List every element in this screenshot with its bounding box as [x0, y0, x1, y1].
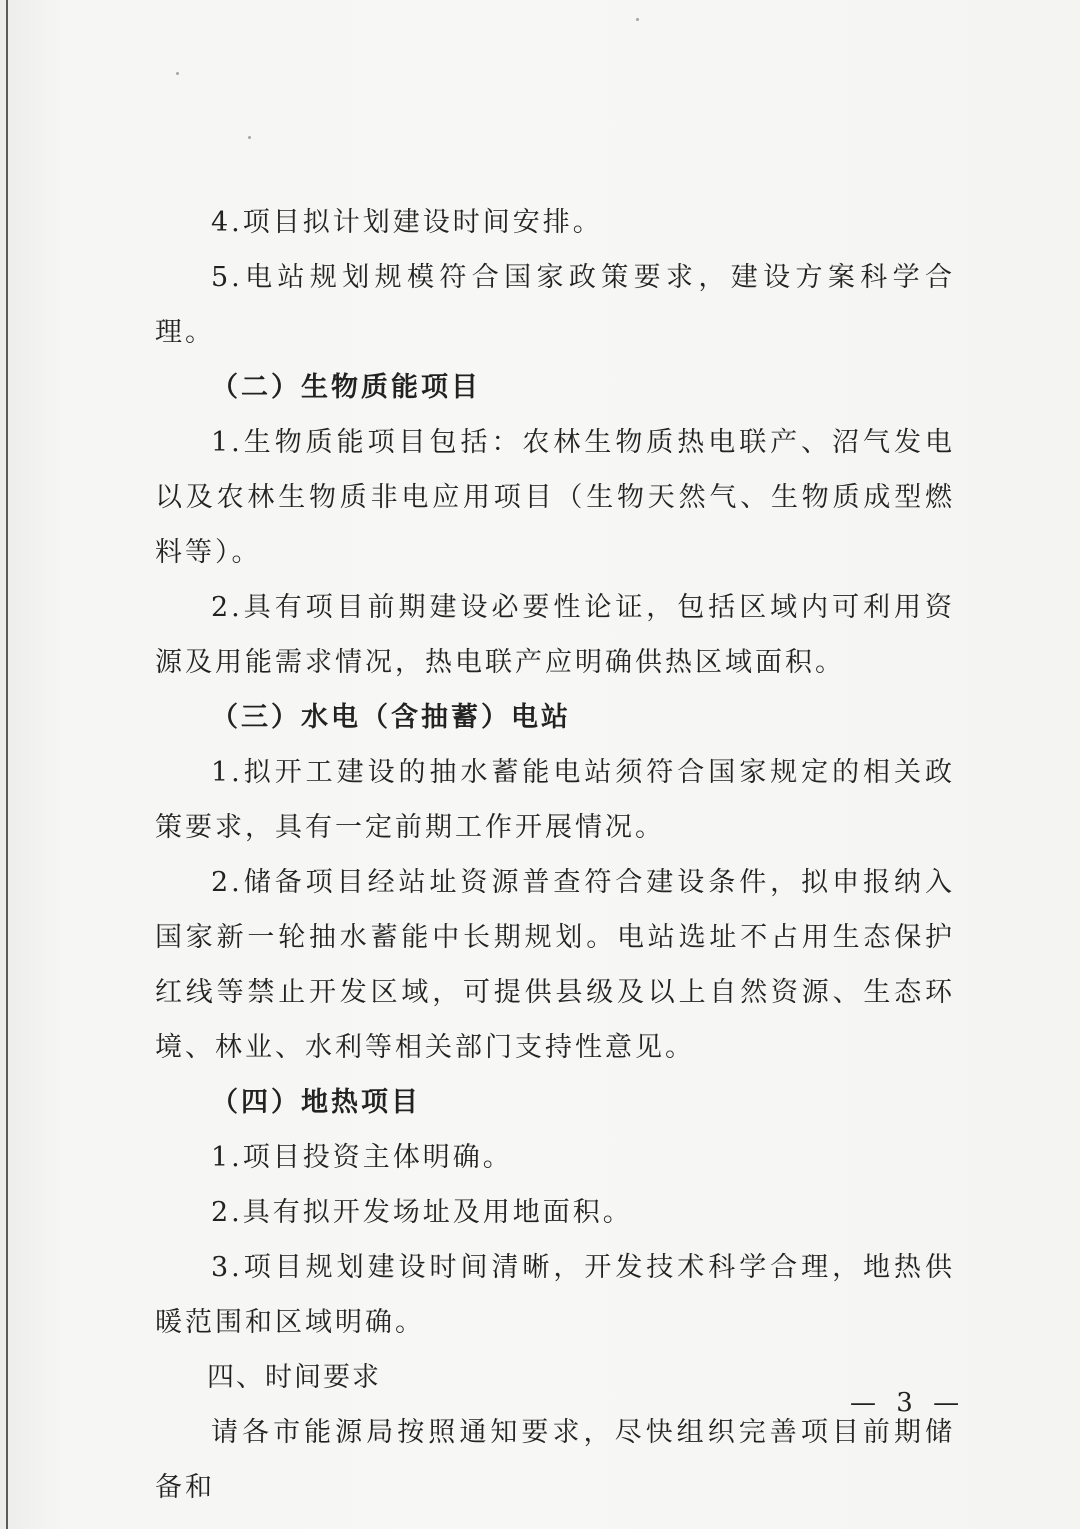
scan-edge-line	[6, 0, 8, 1529]
scan-speck	[176, 72, 179, 75]
page-number: — 3 —	[850, 1388, 966, 1418]
heading-hydro: （三）水电（含抽蓄）电站	[211, 702, 571, 733]
paragraph-time-1: 请各市能源局按照通知要求，尽快组织完善项目前期储备和	[155, 1417, 955, 1503]
paragraph-item-5: 5.电站规划规模符合国家政策要求，建设方案科学合理。	[155, 262, 955, 348]
heading-biomass: （二）生物质能项目	[211, 372, 481, 403]
paragraph-biomass-2: 2.具有项目前期建设必要性论证，包括区域内可利用资源及用能需求情况，热电联产应明确供热区域面积。	[155, 592, 955, 678]
paragraph-item-4: 4.项目拟计划建设时间安排。	[211, 207, 603, 238]
scan-speck	[248, 136, 251, 139]
paragraph-biomass-1: 1.生物质能项目包括：农林生物质热电联产、沼气发电以及农林生物质非电应用项目（生物天然气、生物质成型燃料等）。	[155, 427, 955, 568]
document-body	[155, 195, 955, 1515]
paragraph-hydro-2: 2.储备项目经站址资源普查符合建设条件，拟申报纳入国家新一轮抽水蓄能中长期规划。电站选址不占用生态保护红线等禁止开发区域，可提供县级及以上自然资源、生态环境、林业、水利等相关部门支持性意见。	[155, 867, 955, 1063]
scan-speck	[636, 18, 639, 21]
heading-geothermal: （四）地热项目	[211, 1087, 421, 1118]
paragraph-hydro-1: 1.拟开工建设的抽水蓄能电站须符合国家规定的相关政策要求，具有一定前期工作开展情况。	[155, 757, 955, 843]
section-time-requirements: 四、时间要求	[207, 1362, 381, 1393]
paragraph-geothermal-1: 1.项目投资主体明确。	[211, 1142, 513, 1173]
paragraph-geothermal-3: 3.项目规划建设时间清晰，开发技术科学合理，地热供暖范围和区域明确。	[155, 1252, 955, 1338]
paragraph-geothermal-2: 2.具有拟开发场址及用地面积。	[211, 1197, 633, 1228]
